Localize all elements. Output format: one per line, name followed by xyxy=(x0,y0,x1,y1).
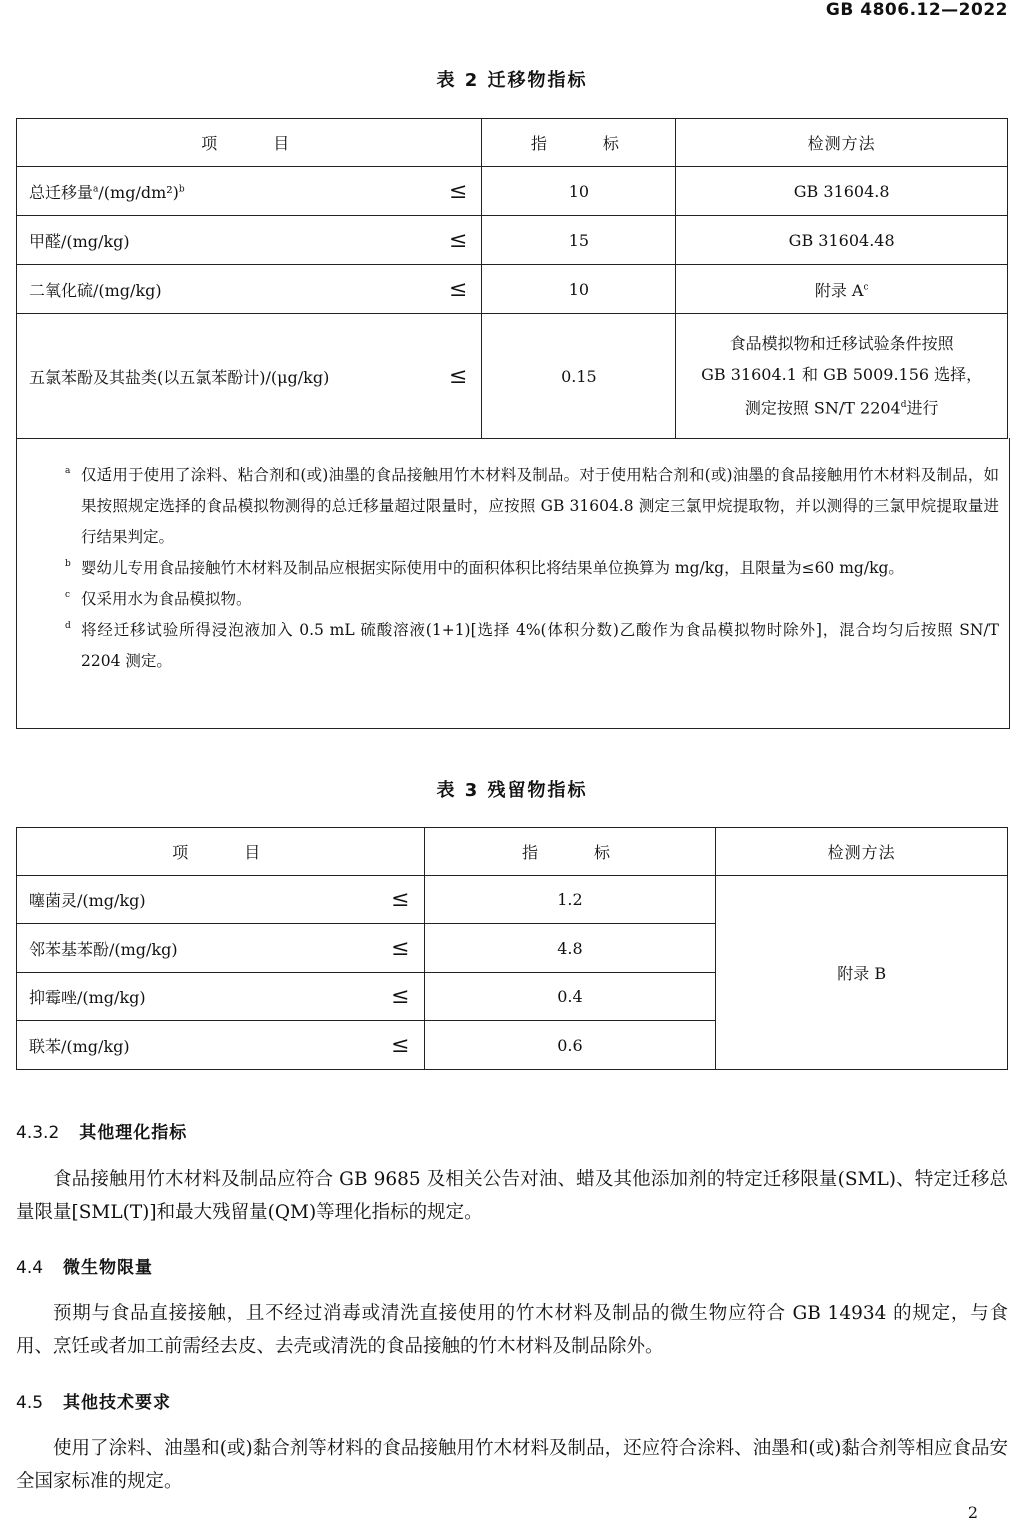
footnote: a 仅适用于使用了涂料、粘合剂和(或)油墨的食品接触用竹木材料及制品。对于使用粘合剂和(或)油墨的食品接触用竹木材料及制品，如果按照规定选择的食品模拟物测得的总迁移量超过限量时，应按照 GB 31604.8 测定三氯甲烷提取物，并以测得的三氯甲烷提取量进行结果判定。 xyxy=(65,466,999,546)
row-value: 0.6 xyxy=(424,1021,716,1070)
table2 xyxy=(16,118,1008,439)
leq-symbol: ≤ xyxy=(391,984,410,1009)
section-heading: 4.3.2 其他理化指标 xyxy=(16,1123,188,1143)
table2-caption: 表 2 迁移物指标 xyxy=(436,70,588,91)
table2-header-item: 项 目 xyxy=(17,119,482,167)
footnote: d 将经迁移试验所得浸泡液加入 0.5 mL 硫酸溶液(1+1)[选择 4%(体积分数)乙酸作为食品模拟物时除外]，混合均匀后按照 SN/T 2204 测定。 xyxy=(65,621,999,670)
row-value: 0.4 xyxy=(424,973,716,1021)
table-row xyxy=(17,216,1008,265)
row-value: 10 xyxy=(482,167,676,216)
table3-header-method: 检测方法 xyxy=(716,828,1008,876)
row-method: GB 31604.48 xyxy=(676,216,1008,265)
section-heading: 4.4 微生物限量 xyxy=(16,1258,154,1278)
row-method: GB 31604.8 xyxy=(676,167,1008,216)
table3-caption: 表 3 残留物指标 xyxy=(436,780,588,801)
leq-symbol: ≤ xyxy=(449,276,468,302)
table-row xyxy=(17,314,1008,439)
row-method: 附录 $A^c$ xyxy=(676,265,1008,314)
row-value: 15 xyxy=(482,216,676,265)
section-body: 预期与食品直接接触，且不经过消毒或清洗直接使用的竹木材料及制品的微生物应符合 GB 14934 的规定，与食用、烹饪或者加工前需经去皮、去壳或清洗的食品接触的竹木材料及制品除外。 xyxy=(16,1303,1008,1357)
leq-symbol: ≤ xyxy=(391,887,410,912)
row-item: 二氧化硫/(mg/kg) xyxy=(29,280,162,300)
row-item: 噻菌灵/(mg/kg) xyxy=(29,891,146,910)
row-value: 0.15 xyxy=(482,314,676,439)
leq-symbol: ≤ xyxy=(449,363,468,389)
row-value: 1.2 xyxy=(424,876,716,924)
leq-symbol: ≤ xyxy=(391,935,410,961)
table-row xyxy=(17,876,1008,924)
row-item: 联苯/(mg/kg) xyxy=(29,1036,130,1056)
table-row xyxy=(17,167,1008,216)
leq-symbol: ≤ xyxy=(391,1032,410,1058)
row-method: 食品模拟物和迁移试验条件按照 GB 31604.1 和 GB 5009.156 选择， 测定按照 SN/T 2204$^d$进行 xyxy=(676,314,1008,439)
table2-header-index: 指 标 xyxy=(482,119,676,167)
row-value: 4.8 xyxy=(424,924,716,973)
table3-header-item: 项 目 xyxy=(17,828,425,876)
row-item: 甲醛/(mg/kg) xyxy=(29,231,130,251)
table-row xyxy=(17,265,1008,314)
row-item: 五氯苯酚及其盐类(以五氯苯酚计)/(μg/kg) xyxy=(29,367,330,387)
section-heading: 4.5 其他技术要求 xyxy=(16,1393,172,1413)
row-item: 总迁移量$^a/(mg/dm^2)^b$ xyxy=(29,182,185,202)
standard-number: GB 4806.12—2022 xyxy=(825,0,1008,20)
row-item: 抑霉唑/(mg/kg) xyxy=(29,988,146,1007)
table3-header-index: 指 标 xyxy=(424,828,716,876)
table3-method: 附录 B xyxy=(716,876,1008,1070)
row-item: 邻苯基苯酚/(mg/kg) xyxy=(29,939,178,959)
footnote: b 婴幼儿专用食品接触竹木材料及制品应根据实际使用中的面积体积比将结果单位换算为 mg/kg，且限量为≤60 mg/kg。 xyxy=(65,559,904,577)
table2-header-method: 检测方法 xyxy=(676,119,1008,167)
section-body: 使用了涂料、油墨和(或)黏合剂等材料的食品接触用竹木材料及制品，还应符合涂料、油墨和(或)黏合剂等相应食品安全国家标准的规定。 xyxy=(16,1438,1008,1492)
table2-footnotes xyxy=(16,438,1010,729)
leq-symbol: ≤ xyxy=(449,178,468,204)
footnote: c 仅采用水为食品模拟物。 xyxy=(65,590,252,608)
page-number: 2 xyxy=(967,1503,978,1522)
leq-symbol: ≤ xyxy=(449,227,468,253)
row-value: 10 xyxy=(482,265,676,314)
table3 xyxy=(16,827,1008,1070)
section-body: 食品接触用竹木材料及制品应符合 GB 9685 及相关公告对油、蜡及其他添加剂的特定迁移限量(SML)、特定迁移总量限量[SML(T)]和最大残留量(QM)等理化指标的规定。 xyxy=(16,1169,1008,1223)
